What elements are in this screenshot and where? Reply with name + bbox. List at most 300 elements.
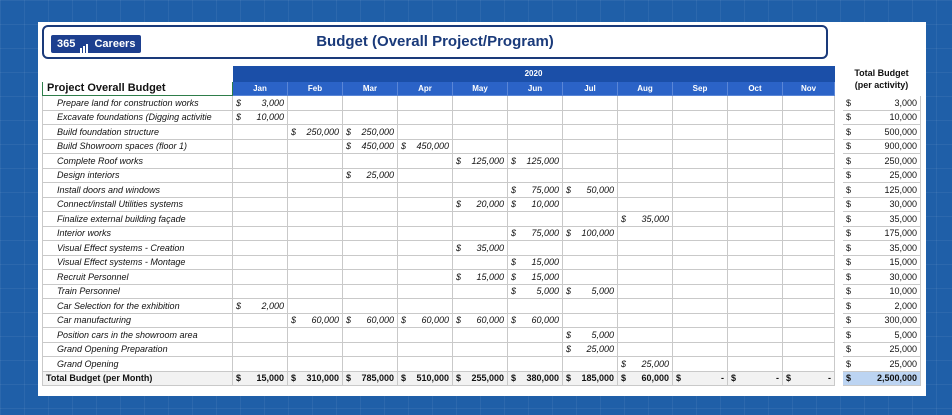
month-value-cell[interactable] (783, 226, 835, 241)
activity-name[interactable]: Complete Roof works (43, 154, 233, 169)
currency-symbol: $ (846, 315, 852, 326)
month-value-cell[interactable] (618, 299, 673, 314)
amount: 15,000 (256, 373, 284, 384)
month-value-cell[interactable] (288, 154, 343, 169)
monthly-total-cell[interactable] (233, 371, 288, 386)
month-value-cell[interactable] (508, 255, 563, 270)
activity-total-cell[interactable] (843, 284, 921, 299)
month-value-cell[interactable] (453, 357, 508, 372)
month-value-cell[interactable] (618, 313, 673, 328)
month-value-cell[interactable] (233, 313, 288, 328)
month-value-cell[interactable] (673, 342, 728, 357)
month-value-cell[interactable] (728, 313, 783, 328)
month-value-cell[interactable] (783, 241, 835, 256)
activity-name[interactable]: Visual Effect systems - Creation (43, 241, 233, 256)
month-value-cell[interactable] (453, 110, 508, 125)
project-label[interactable]: Project Overall Budget (43, 81, 233, 96)
month-value-cell[interactable] (508, 284, 563, 299)
month-value-cell[interactable] (563, 197, 618, 212)
month-value-cell[interactable] (563, 110, 618, 125)
month-value-cell[interactable] (453, 284, 508, 299)
month-value-cell[interactable] (288, 299, 343, 314)
activity-name[interactable]: Recruit Personnel (43, 270, 233, 285)
month-value-cell[interactable] (783, 328, 835, 343)
month-value-cell[interactable] (618, 110, 673, 125)
month-header-mar[interactable]: Mar (343, 81, 398, 96)
month-value-cell[interactable] (618, 212, 673, 227)
month-value-cell[interactable] (673, 226, 728, 241)
activity-name[interactable]: Design interiors (43, 168, 233, 183)
currency-symbol: $ (511, 271, 517, 282)
month-header-oct[interactable]: Oct (728, 81, 783, 96)
month-value-cell[interactable] (343, 183, 398, 198)
month-value-cell[interactable] (343, 299, 398, 314)
month-value-cell[interactable] (343, 328, 398, 343)
month-value-cell[interactable] (233, 154, 288, 169)
month-value-cell[interactable] (233, 96, 288, 111)
activity-name[interactable]: Connect/install Utilities systems (43, 197, 233, 212)
activity-total-cell[interactable] (843, 110, 921, 125)
month-value-cell[interactable] (563, 255, 618, 270)
month-value-cell[interactable] (288, 226, 343, 241)
month-value-cell[interactable] (343, 270, 398, 285)
amount: 2,000 (261, 300, 284, 311)
month-value-cell[interactable] (618, 183, 673, 198)
month-value-cell[interactable] (508, 357, 563, 372)
monthly-total-cell[interactable] (673, 371, 728, 386)
month-value-cell[interactable] (343, 139, 398, 154)
amount: 125,000 (884, 184, 917, 195)
month-value-cell[interactable] (288, 125, 343, 140)
amount: - (721, 373, 724, 384)
currency-symbol: $ (846, 358, 852, 369)
activity-name[interactable]: Car manufacturing (43, 313, 233, 328)
activity-name[interactable]: Excavate foundations (Digging activitie (43, 110, 233, 125)
month-value-cell[interactable] (398, 328, 453, 343)
currency-symbol: $ (456, 315, 462, 326)
month-value-cell[interactable] (563, 313, 618, 328)
month-value-cell[interactable] (288, 284, 343, 299)
amount: 25,000 (889, 358, 917, 369)
monthly-total-label[interactable]: Total Budget (per Month) (43, 371, 233, 386)
month-value-cell[interactable] (453, 328, 508, 343)
month-value-cell[interactable] (233, 125, 288, 140)
month-value-cell[interactable] (618, 328, 673, 343)
month-value-cell[interactable] (728, 357, 783, 372)
month-value-cell[interactable] (563, 154, 618, 169)
activity-total-cell[interactable] (843, 168, 921, 183)
month-value-cell[interactable] (563, 212, 618, 227)
activity-name[interactable]: Car Selection for the exhibition (43, 299, 233, 314)
month-value-cell[interactable] (398, 110, 453, 125)
currency-symbol: $ (511, 184, 517, 195)
month-value-cell[interactable] (343, 357, 398, 372)
month-value-cell[interactable] (343, 255, 398, 270)
month-value-cell[interactable] (563, 183, 618, 198)
amount: 60,000 (476, 315, 504, 326)
month-value-cell[interactable] (288, 328, 343, 343)
activity-name[interactable]: Visual Effect systems - Montage (43, 255, 233, 270)
month-value-cell[interactable] (783, 284, 835, 299)
month-value-cell[interactable] (453, 241, 508, 256)
month-value-cell[interactable] (563, 226, 618, 241)
title-banner (42, 25, 828, 59)
month-value-cell[interactable] (783, 313, 835, 328)
month-value-cell[interactable] (563, 241, 618, 256)
month-value-cell[interactable] (673, 168, 728, 183)
month-value-cell[interactable] (398, 197, 453, 212)
amount: 35,000 (889, 242, 917, 253)
month-value-cell[interactable] (618, 342, 673, 357)
month-value-cell[interactable] (728, 342, 783, 357)
month-value-cell[interactable] (508, 183, 563, 198)
month-value-cell[interactable] (233, 212, 288, 227)
amount: 5,000 (591, 329, 614, 340)
month-value-cell[interactable] (343, 154, 398, 169)
month-value-cell[interactable] (233, 241, 288, 256)
activity-name[interactable]: Train Personnel (43, 284, 233, 299)
activity-total-cell[interactable] (843, 212, 921, 227)
month-value-cell[interactable] (508, 125, 563, 140)
month-value-cell[interactable] (453, 96, 508, 111)
month-value-cell[interactable] (343, 342, 398, 357)
month-value-cell[interactable] (398, 255, 453, 270)
month-value-cell[interactable] (288, 255, 343, 270)
month-value-cell[interactable] (728, 125, 783, 140)
monthly-total-cell[interactable] (728, 371, 783, 386)
month-value-cell[interactable] (728, 168, 783, 183)
activity-total-cell[interactable] (843, 357, 921, 372)
month-value-cell[interactable] (673, 357, 728, 372)
month-value-cell[interactable] (288, 357, 343, 372)
month-header-jul[interactable]: Jul (563, 81, 618, 96)
month-value-cell[interactable] (783, 139, 835, 154)
currency-symbol: $ (786, 373, 792, 384)
month-value-cell[interactable] (673, 139, 728, 154)
month-value-cell[interactable] (618, 125, 673, 140)
month-value-cell[interactable] (453, 255, 508, 270)
month-value-cell[interactable] (453, 154, 508, 169)
month-header-aug[interactable]: Aug (618, 81, 673, 96)
month-value-cell[interactable] (398, 226, 453, 241)
month-value-cell[interactable] (288, 270, 343, 285)
month-value-cell[interactable] (673, 299, 728, 314)
month-value-cell[interactable] (728, 110, 783, 125)
month-value-cell[interactable] (398, 270, 453, 285)
month-header-feb[interactable]: Feb (288, 81, 343, 96)
month-value-cell[interactable] (728, 212, 783, 227)
currency-symbol: $ (236, 97, 242, 108)
month-value-cell[interactable] (783, 110, 835, 125)
month-value-cell[interactable] (508, 241, 563, 256)
month-value-cell[interactable] (783, 154, 835, 169)
amount: 60,000 (531, 315, 559, 326)
activity-name[interactable]: Build Showroom spaces (floor 1) (43, 139, 233, 154)
monthly-total-cell[interactable] (288, 371, 343, 386)
activity-total-cell[interactable] (843, 270, 921, 285)
month-value-cell[interactable] (343, 284, 398, 299)
month-value-cell[interactable] (233, 299, 288, 314)
month-value-cell[interactable] (508, 313, 563, 328)
activity-total-cell[interactable] (843, 299, 921, 314)
activity-total-cell[interactable] (843, 139, 921, 154)
month-value-cell[interactable] (673, 183, 728, 198)
month-value-cell[interactable] (508, 154, 563, 169)
month-value-cell[interactable] (673, 241, 728, 256)
month-value-cell[interactable] (453, 313, 508, 328)
month-value-cell[interactable] (728, 241, 783, 256)
activity-total-cell[interactable] (843, 154, 921, 169)
month-value-cell[interactable] (618, 226, 673, 241)
activity-total-cell[interactable] (843, 241, 921, 256)
month-value-cell[interactable] (288, 241, 343, 256)
month-value-cell[interactable] (453, 270, 508, 285)
month-value-cell[interactable] (783, 342, 835, 357)
activity-total-cell[interactable] (843, 313, 921, 328)
month-value-cell[interactable] (343, 241, 398, 256)
month-value-cell[interactable] (563, 342, 618, 357)
amount: 60,000 (641, 373, 669, 384)
month-value-cell[interactable] (343, 197, 398, 212)
month-value-cell[interactable] (233, 197, 288, 212)
month-value-cell[interactable] (398, 241, 453, 256)
month-value-cell[interactable] (453, 125, 508, 140)
month-value-cell[interactable] (343, 313, 398, 328)
activity-name[interactable]: Interior works (43, 226, 233, 241)
month-value-cell[interactable] (783, 96, 835, 111)
month-value-cell[interactable] (783, 125, 835, 140)
month-value-cell[interactable] (618, 154, 673, 169)
month-value-cell[interactable] (233, 270, 288, 285)
month-value-cell[interactable] (508, 110, 563, 125)
table-row (43, 110, 921, 125)
month-value-cell[interactable] (728, 154, 783, 169)
amount: 35,000 (889, 213, 917, 224)
month-value-cell[interactable] (728, 139, 783, 154)
month-value-cell[interactable] (563, 168, 618, 183)
month-value-cell[interactable] (673, 255, 728, 270)
month-value-cell[interactable] (453, 212, 508, 227)
month-value-cell[interactable] (398, 313, 453, 328)
month-value-cell[interactable] (618, 241, 673, 256)
activity-total-cell[interactable] (843, 96, 921, 111)
activity-total-cell[interactable] (843, 183, 921, 198)
month-value-cell[interactable] (728, 299, 783, 314)
activity-total-cell[interactable] (843, 226, 921, 241)
month-value-cell[interactable] (618, 284, 673, 299)
activity-name[interactable]: Install doors and windows (43, 183, 233, 198)
month-value-cell[interactable] (453, 342, 508, 357)
month-value-cell[interactable] (563, 299, 618, 314)
month-value-cell[interactable] (343, 212, 398, 227)
month-value-cell[interactable] (673, 154, 728, 169)
month-value-cell[interactable] (288, 110, 343, 125)
month-value-cell[interactable] (673, 313, 728, 328)
month-value-cell[interactable] (233, 139, 288, 154)
month-value-cell[interactable] (398, 342, 453, 357)
activity-name[interactable]: Finalize external building façade (43, 212, 233, 227)
activity-total-cell[interactable] (843, 125, 921, 140)
month-value-cell[interactable] (508, 212, 563, 227)
month-value-cell[interactable] (508, 328, 563, 343)
month-value-cell[interactable] (343, 96, 398, 111)
month-value-cell[interactable] (563, 270, 618, 285)
month-value-cell[interactable] (508, 299, 563, 314)
month-value-cell[interactable] (728, 183, 783, 198)
month-value-cell[interactable] (728, 96, 783, 111)
month-value-cell[interactable] (673, 197, 728, 212)
month-header-jan[interactable]: Jan (233, 81, 288, 96)
month-value-cell[interactable] (673, 284, 728, 299)
month-value-cell[interactable] (783, 270, 835, 285)
month-value-cell[interactable] (508, 197, 563, 212)
month-value-cell[interactable] (233, 328, 288, 343)
month-value-cell[interactable] (288, 183, 343, 198)
month-header-sep[interactable]: Sep (673, 81, 728, 96)
month-value-cell[interactable] (453, 197, 508, 212)
month-value-cell[interactable] (508, 270, 563, 285)
month-value-cell[interactable] (288, 313, 343, 328)
month-value-cell[interactable] (728, 255, 783, 270)
month-value-cell[interactable] (728, 197, 783, 212)
month-value-cell[interactable] (673, 96, 728, 111)
activity-name[interactable]: Prepare land for construction works (43, 96, 233, 111)
month-value-cell[interactable] (398, 183, 453, 198)
currency-symbol: $ (346, 373, 352, 384)
month-value-cell[interactable] (233, 342, 288, 357)
month-value-cell[interactable] (508, 226, 563, 241)
month-value-cell[interactable] (233, 110, 288, 125)
month-value-cell[interactable] (398, 212, 453, 227)
month-value-cell[interactable] (618, 270, 673, 285)
monthly-total-cell[interactable] (783, 371, 835, 386)
grand-total-cell[interactable] (843, 371, 921, 386)
activity-total-cell[interactable] (843, 342, 921, 357)
month-value-cell[interactable] (728, 284, 783, 299)
month-value-cell[interactable] (563, 96, 618, 111)
month-value-cell[interactable] (453, 168, 508, 183)
month-value-cell[interactable] (783, 357, 835, 372)
month-value-cell[interactable] (288, 96, 343, 111)
month-value-cell[interactable] (343, 226, 398, 241)
activity-total-cell[interactable] (843, 197, 921, 212)
monthly-total-cell[interactable] (508, 371, 563, 386)
month-value-cell[interactable] (673, 270, 728, 285)
month-value-cell[interactable] (453, 226, 508, 241)
month-value-cell[interactable] (673, 110, 728, 125)
month-value-cell[interactable] (398, 154, 453, 169)
table-row (43, 342, 921, 357)
month-value-cell[interactable] (673, 125, 728, 140)
monthly-total-cell[interactable] (398, 371, 453, 386)
month-value-cell[interactable] (563, 357, 618, 372)
month-value-cell[interactable] (728, 270, 783, 285)
month-value-cell[interactable] (398, 284, 453, 299)
month-value-cell[interactable] (233, 357, 288, 372)
monthly-total-cell[interactable] (343, 371, 398, 386)
month-value-cell[interactable] (288, 197, 343, 212)
month-value-cell[interactable] (508, 168, 563, 183)
month-value-cell[interactable] (783, 197, 835, 212)
month-value-cell[interactable] (343, 125, 398, 140)
month-value-cell[interactable] (398, 96, 453, 111)
month-header-apr[interactable]: Apr (398, 81, 453, 96)
month-value-cell[interactable] (233, 255, 288, 270)
month-value-cell[interactable] (618, 357, 673, 372)
month-value-cell[interactable] (233, 284, 288, 299)
activity-name[interactable]: Grand Opening Preparation (43, 342, 233, 357)
month-value-cell[interactable] (288, 212, 343, 227)
monthly-total-cell[interactable] (563, 371, 618, 386)
month-value-cell[interactable] (783, 299, 835, 314)
month-value-cell[interactable] (783, 168, 835, 183)
currency-symbol: $ (511, 315, 517, 326)
month-value-cell[interactable] (783, 212, 835, 227)
monthly-total-cell[interactable] (453, 371, 508, 386)
month-value-cell[interactable] (453, 299, 508, 314)
month-value-cell[interactable] (453, 183, 508, 198)
month-value-cell[interactable] (398, 168, 453, 183)
activity-name[interactable]: Build foundation structure (43, 125, 233, 140)
table-row (43, 299, 921, 314)
month-value-cell[interactable] (343, 168, 398, 183)
month-value-cell[interactable] (618, 255, 673, 270)
month-value-cell[interactable] (728, 226, 783, 241)
month-value-cell[interactable] (453, 139, 508, 154)
month-value-cell[interactable] (288, 168, 343, 183)
month-value-cell[interactable] (398, 357, 453, 372)
month-value-cell[interactable] (563, 125, 618, 140)
activity-total-cell[interactable] (843, 255, 921, 270)
amount: 25,000 (889, 344, 917, 355)
month-value-cell[interactable] (563, 284, 618, 299)
month-value-cell[interactable] (728, 328, 783, 343)
month-value-cell[interactable] (508, 139, 563, 154)
month-value-cell[interactable] (618, 96, 673, 111)
month-value-cell[interactable] (288, 342, 343, 357)
month-value-cell[interactable] (288, 139, 343, 154)
month-header-may[interactable]: May (453, 81, 508, 96)
month-value-cell[interactable] (398, 139, 453, 154)
month-value-cell[interactable] (343, 110, 398, 125)
month-value-cell[interactable] (673, 212, 728, 227)
month-value-cell[interactable] (233, 183, 288, 198)
activity-name[interactable]: Grand Opening (43, 357, 233, 372)
month-value-cell[interactable] (563, 328, 618, 343)
month-value-cell[interactable] (618, 139, 673, 154)
month-value-cell[interactable] (398, 125, 453, 140)
month-value-cell[interactable] (563, 139, 618, 154)
month-value-cell[interactable] (673, 328, 728, 343)
month-header-nov[interactable]: Nov (783, 81, 835, 96)
month-header-jun[interactable]: Jun (508, 81, 563, 96)
table-row (43, 168, 921, 183)
month-value-cell[interactable] (783, 183, 835, 198)
month-value-cell[interactable] (233, 226, 288, 241)
month-value-cell[interactable] (783, 255, 835, 270)
activity-total-cell[interactable] (843, 328, 921, 343)
month-value-cell[interactable] (233, 168, 288, 183)
month-value-cell[interactable] (508, 96, 563, 111)
month-value-cell[interactable] (618, 197, 673, 212)
month-value-cell[interactable] (618, 168, 673, 183)
monthly-total-cell[interactable] (618, 371, 673, 386)
activity-name[interactable]: Position cars in the showroom area (43, 328, 233, 343)
month-value-cell[interactable] (508, 342, 563, 357)
amount: 20,000 (476, 199, 504, 210)
month-value-cell[interactable] (398, 299, 453, 314)
year-header-row (43, 67, 921, 82)
